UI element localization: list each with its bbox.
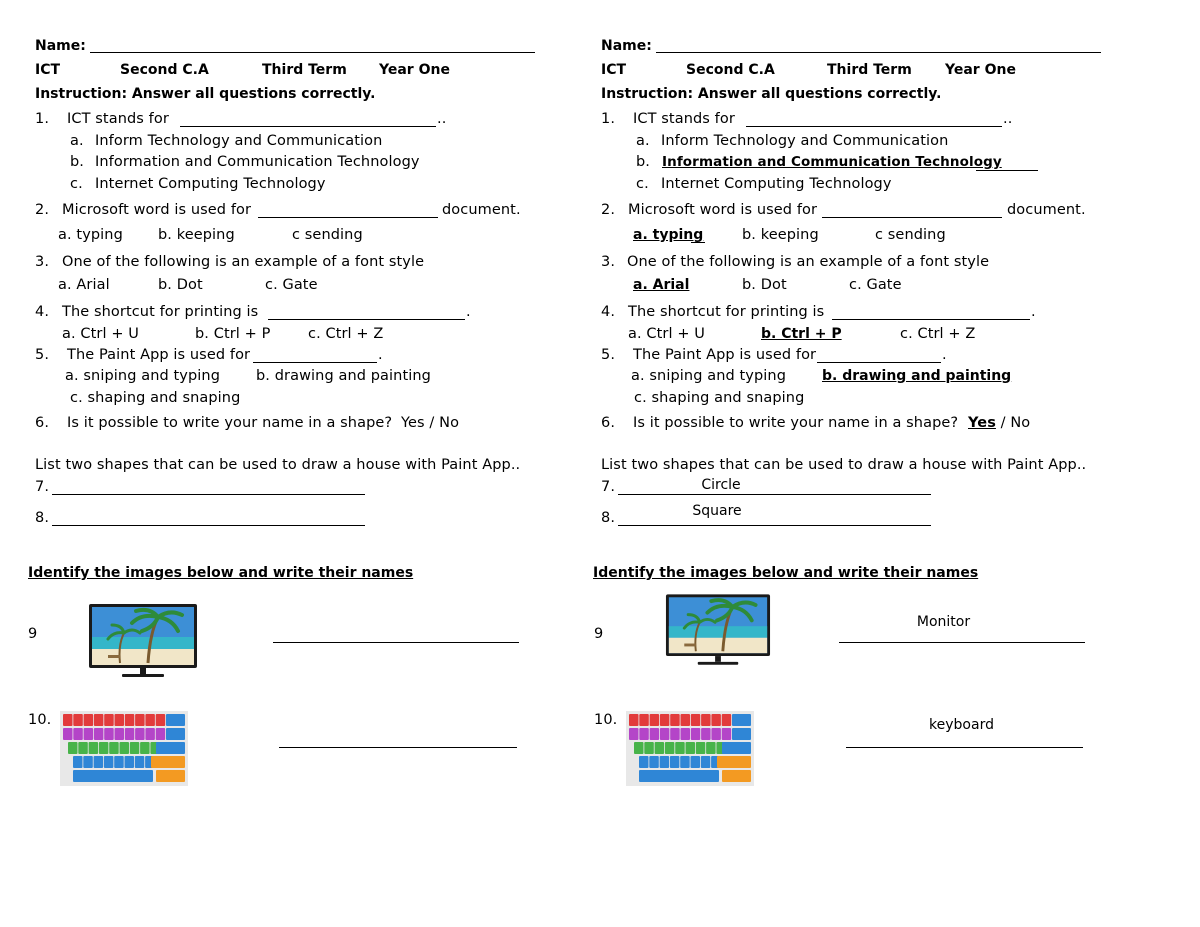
q4-text: The shortcut for printing is <box>62 304 259 320</box>
q1-option-b: Information and Communication Technology <box>95 154 420 170</box>
q5-text: The Paint App is used for <box>633 347 817 363</box>
q6-number: 6. <box>35 415 50 431</box>
q8-number: 8. <box>601 510 616 526</box>
keyboard-key <box>130 742 140 754</box>
q4-option-b-selected: b. Ctrl + P <box>761 326 842 342</box>
identify-heading: Identify the images below and write their names <box>28 565 414 581</box>
q4-option-a: a. Ctrl + U <box>62 326 139 342</box>
keyboard-key <box>639 728 649 740</box>
keyboard-key <box>675 742 685 754</box>
q2-tail: document. <box>442 202 521 218</box>
q1-number: 1. <box>35 111 50 127</box>
keyboard-key <box>639 714 649 726</box>
term: Third Term <box>262 62 347 78</box>
q2-number: 2. <box>601 202 616 218</box>
q3-text: One of the following is an example of a font style <box>62 254 425 270</box>
q1-selected-underline-tail <box>976 170 1038 171</box>
q10-answer-line <box>279 747 517 748</box>
q6-text: Is it possible to write your name in a shape? <box>67 415 393 431</box>
q5-answer-line <box>817 362 941 363</box>
keyboard-key <box>73 728 83 740</box>
keyboard-key <box>680 756 690 768</box>
list-prompt: List two shapes that can be used to draw a house with Paint App.. <box>35 457 521 473</box>
keyboard-key <box>135 756 145 768</box>
keyboard-key <box>63 728 73 740</box>
q4-answer-line <box>832 319 1030 320</box>
q3-number: 3. <box>601 254 616 270</box>
q7-answer: Circle <box>701 477 741 493</box>
q5-option-c: c. shaping and snaping <box>634 390 805 406</box>
subject: ICT <box>35 62 61 78</box>
year: Year One <box>945 62 1016 78</box>
keyboard-key <box>73 714 83 726</box>
keyboard-key <box>722 742 751 754</box>
keyboard-key <box>660 714 670 726</box>
q1-text: ICT stands for <box>67 111 169 127</box>
q7-answer-line <box>618 494 931 495</box>
q5-answer-line <box>253 362 377 363</box>
keyboard-key <box>732 714 751 726</box>
keyboard-key <box>732 728 751 740</box>
keyboard-key <box>73 770 153 782</box>
keyboard-key <box>114 756 124 768</box>
keyboard-key <box>711 714 721 726</box>
q9-number: 9 <box>28 626 38 642</box>
assessment: Second C.A <box>120 62 209 78</box>
q1-option-c: Internet Computing Technology <box>95 176 326 192</box>
keyboard-key <box>68 742 78 754</box>
q3-option-c: c. Gate <box>849 277 902 293</box>
q1-tail: .. <box>437 111 447 127</box>
name-line <box>90 52 535 53</box>
keyboard-key <box>639 770 719 782</box>
keyboard-key <box>73 756 83 768</box>
keyboard-key <box>151 756 185 768</box>
keyboard-key <box>711 728 721 740</box>
keyboard-key <box>104 756 114 768</box>
keyboard-key <box>84 714 94 726</box>
keyboard-key <box>649 756 659 768</box>
keyboard-image <box>60 711 188 786</box>
keyboard-key <box>135 714 145 726</box>
q6-sep: / <box>995 415 1011 431</box>
keyboard-key <box>94 728 104 740</box>
keyboard-image <box>626 711 754 786</box>
keyboard-key <box>94 756 104 768</box>
keyboard-key <box>686 742 696 754</box>
keyboard-key <box>681 714 691 726</box>
q5-option-b: b. drawing and painting <box>256 368 431 384</box>
keyboard-key <box>701 714 711 726</box>
name-label: Name: <box>601 38 652 54</box>
keyboard-key <box>156 770 185 782</box>
assessment: Second C.A <box>686 62 775 78</box>
q6-choices <box>401 415 459 431</box>
instruction: Instruction: Answer all questions correctly. <box>601 86 942 102</box>
q2-option-a: a. typing <box>58 227 123 243</box>
keyboard-key <box>125 728 135 740</box>
keyboard-key <box>691 728 701 740</box>
q4-number: 4. <box>601 304 616 320</box>
q1-number: 1. <box>601 111 616 127</box>
keyboard-key <box>63 714 73 726</box>
q1-tail: .. <box>1003 111 1013 127</box>
q2-option-c: c sending <box>292 227 363 243</box>
instruction: Instruction: Answer all questions correctly. <box>35 86 376 102</box>
keyboard-key <box>84 728 94 740</box>
name-line <box>656 52 1101 53</box>
keyboard-key <box>145 728 155 740</box>
q1-option-a-letter: a. <box>70 133 84 149</box>
q6-yes-selected: Yes <box>968 415 996 431</box>
q2-answer-line <box>258 217 438 218</box>
q8-answer: Square <box>692 503 742 519</box>
q5-option-a: a. sniping and typing <box>65 368 220 384</box>
q10-answer-line <box>846 747 1083 748</box>
keyboard-key <box>94 714 104 726</box>
keyboard-key <box>115 728 125 740</box>
q8-answer-line <box>52 525 365 526</box>
q2-tail: document. <box>1007 202 1086 218</box>
q1-answer-line <box>746 126 1002 127</box>
keyboard-key <box>104 728 114 740</box>
keyboard-key <box>145 714 155 726</box>
identify-heading: Identify the images below and write their names <box>593 565 979 581</box>
keyboard-key <box>639 756 649 768</box>
q6-yes: Yes <box>401 415 425 431</box>
keyboard-key <box>634 742 644 754</box>
q2-option-b: b. keeping <box>742 227 819 243</box>
keyboard-key <box>701 756 711 768</box>
q2-option-b: b. keeping <box>158 227 235 243</box>
q1-option-b-letter: b. <box>70 154 85 170</box>
keyboard-key <box>696 742 706 754</box>
keyboard-key <box>644 742 654 754</box>
keyboard-key <box>629 728 639 740</box>
keyboard-key <box>691 714 701 726</box>
q1-option-b-selected: Information and Communication Technology <box>662 154 1002 170</box>
q3-number: 3. <box>35 254 50 270</box>
q2-number: 2. <box>35 202 50 218</box>
q8-answer-line <box>618 525 931 526</box>
q7-number: 7. <box>35 479 50 495</box>
q6-text: Is it possible to write your name in a shape? <box>633 415 959 431</box>
keyboard-key <box>140 742 150 754</box>
q5-tail: . <box>378 347 383 363</box>
keyboard-key <box>125 756 135 768</box>
keyboard-key <box>665 742 675 754</box>
subject: ICT <box>601 62 627 78</box>
q1-option-a: Inform Technology and Communication <box>661 133 949 149</box>
name-label: Name: <box>35 38 86 54</box>
q3-option-b: b. Dot <box>158 277 203 293</box>
keyboard-key <box>722 728 732 740</box>
q9-answer-line <box>273 642 519 643</box>
q1-option-c-letter: c. <box>70 176 83 192</box>
q2-selected-underline-tail <box>691 242 705 243</box>
q1-answer-line <box>180 126 436 127</box>
q3-option-c: c. Gate <box>265 277 318 293</box>
keyboard-key <box>120 742 130 754</box>
keyboard-key <box>717 756 751 768</box>
q6-no: No <box>439 415 460 431</box>
q10-answer: keyboard <box>929 717 994 733</box>
q3-option-b: b. Dot <box>742 277 787 293</box>
keyboard-key <box>104 714 114 726</box>
keyboard-key <box>166 728 185 740</box>
keyboard-key <box>650 728 660 740</box>
q1-option-c: Internet Computing Technology <box>661 176 892 192</box>
q4-option-b: b. Ctrl + P <box>195 326 271 342</box>
q5-number: 5. <box>601 347 616 363</box>
q5-option-c: c. shaping and snaping <box>70 390 241 406</box>
keyboard-key <box>670 728 680 740</box>
q4-tail: . <box>1031 304 1036 320</box>
q2-text: Microsoft word is used for <box>628 202 818 218</box>
q5-option-a: a. sniping and typing <box>631 368 786 384</box>
monitor-image <box>88 603 198 681</box>
q8-number: 8. <box>35 510 50 526</box>
keyboard-key <box>691 756 701 768</box>
q5-tail: . <box>942 347 947 363</box>
list-prompt: List two shapes that can be used to draw a house with Paint App.. <box>601 457 1087 473</box>
keyboard-key <box>109 742 119 754</box>
keyboard-key <box>681 728 691 740</box>
monitor-image <box>665 593 771 669</box>
keyboard-key <box>99 742 109 754</box>
keyboard-key <box>89 742 99 754</box>
q4-answer-line <box>268 319 465 320</box>
keyboard-key <box>650 714 660 726</box>
keyboard-key <box>670 756 680 768</box>
q1-option-a-letter: a. <box>636 133 650 149</box>
term: Third Term <box>827 62 912 78</box>
keyboard-key <box>722 770 751 782</box>
q6-number: 6. <box>601 415 616 431</box>
keyboard-key <box>156 714 166 726</box>
q4-number: 4. <box>35 304 50 320</box>
q4-option-c: c. Ctrl + Z <box>900 326 976 342</box>
q7-number: 7. <box>601 479 616 495</box>
keyboard-key <box>655 742 665 754</box>
keyboard-key <box>156 742 185 754</box>
q2-answer-line <box>822 217 1002 218</box>
keyboard-key <box>701 728 711 740</box>
q1-option-b-letter: b. <box>636 154 651 170</box>
q4-text: The shortcut for printing is <box>628 304 825 320</box>
q7-answer-line <box>52 494 365 495</box>
q4-option-a: a. Ctrl + U <box>628 326 705 342</box>
keyboard-key <box>78 742 88 754</box>
q5-option-b-selected: b. drawing and painting <box>822 368 1012 384</box>
keyboard-key <box>629 714 639 726</box>
q5-number: 5. <box>35 347 50 363</box>
keyboard-key <box>115 714 125 726</box>
q1-option-a: Inform Technology and Communication <box>95 133 383 149</box>
keyboard-key <box>660 756 670 768</box>
keyboard-key <box>722 714 732 726</box>
q9-answer: Monitor <box>916 614 971 630</box>
keyboard-key <box>156 728 166 740</box>
keyboard-key <box>166 714 185 726</box>
q4-tail: . <box>466 304 471 320</box>
keyboard-key <box>706 742 716 754</box>
q10-number: 10. <box>594 712 618 728</box>
q6-no: No <box>1010 415 1031 431</box>
year: Year One <box>379 62 450 78</box>
q2-text: Microsoft word is used for <box>62 202 252 218</box>
q1-text: ICT stands for <box>633 111 735 127</box>
q3-option-a: a. Arial <box>58 277 110 293</box>
keyboard-key <box>670 714 680 726</box>
q2-option-c: c sending <box>875 227 946 243</box>
keyboard-key <box>660 728 670 740</box>
q9-answer-line <box>839 642 1085 643</box>
worksheet-answered <box>566 0 1166 927</box>
keyboard-key <box>135 728 145 740</box>
q3-text: One of the following is an example of a font style <box>627 254 990 270</box>
q2-option-a-selected: a. typing <box>633 227 704 243</box>
keyboard-key <box>125 714 135 726</box>
q6-sep: / <box>424 415 440 431</box>
q1-option-c-letter: c. <box>636 176 649 192</box>
q5-text: The Paint App is used for <box>67 347 251 363</box>
q10-number: 10. <box>28 712 52 728</box>
q3-option-a-selected: a. Arial <box>633 277 690 293</box>
keyboard-key <box>83 756 93 768</box>
q6-choices <box>968 415 1030 431</box>
q4-option-c: c. Ctrl + Z <box>308 326 384 342</box>
q9-number: 9 <box>594 626 604 642</box>
